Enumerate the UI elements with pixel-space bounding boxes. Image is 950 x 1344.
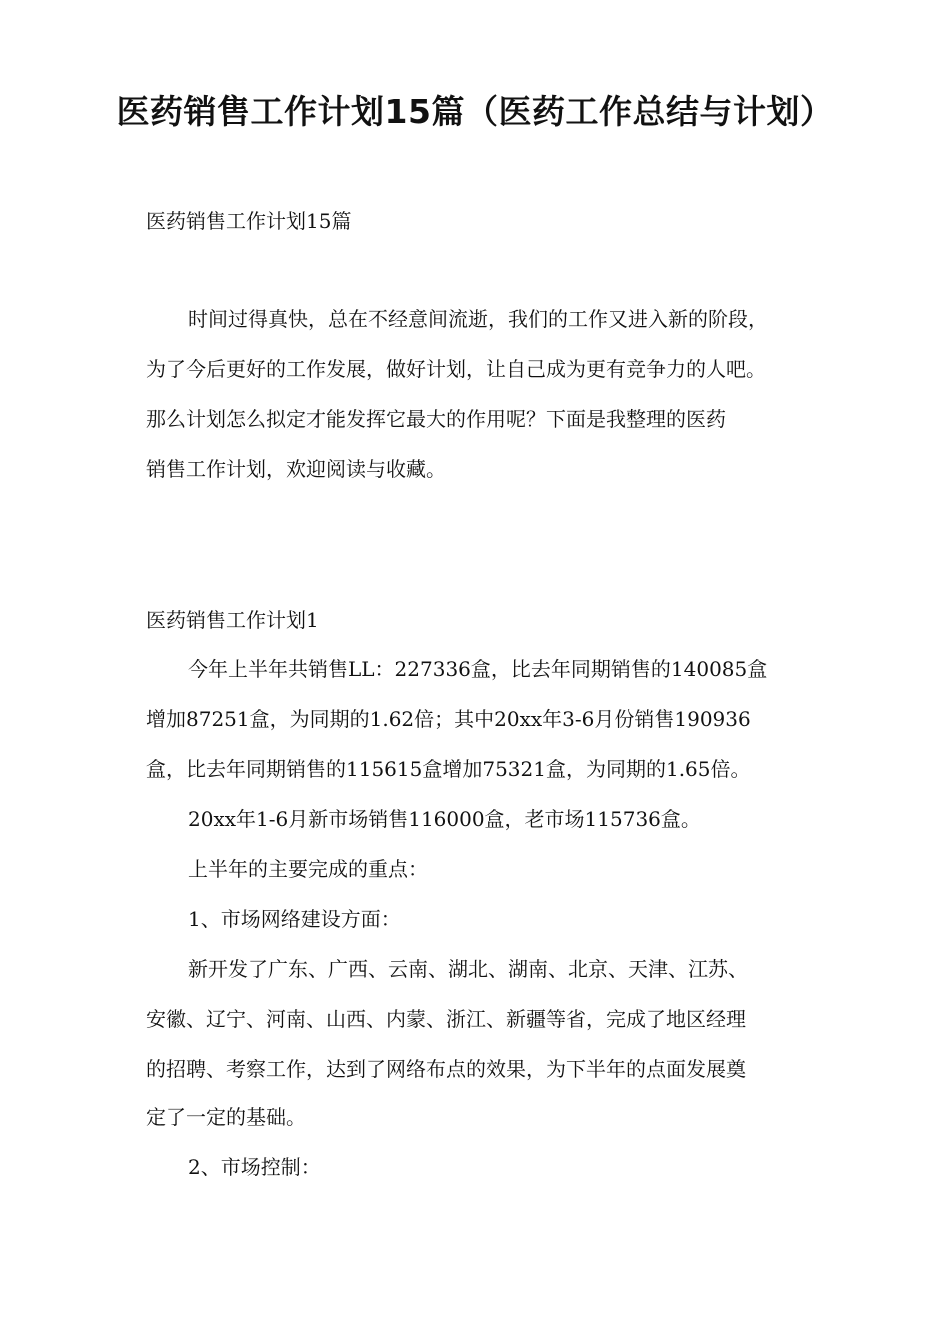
intro-line: 销售工作计划，欢迎阅读与收藏。 [146, 457, 446, 481]
sales-line: 盒，比去年同期销售的115615盒增加75321盒，为同期的1.65倍。 [146, 757, 751, 781]
section-heading: 医药销售工作计划1 [146, 608, 319, 632]
sales-line: 今年上半年共销售LL：227336盒，比去年同期销售的140085盒 [188, 657, 768, 681]
item1-line: 新开发了广东、广西、云南、湖北、湖南、北京、天津、江苏、 [188, 957, 748, 981]
market-paragraph: 20xx年1-6月新市场销售116000盒，老市场115736盒。 [188, 807, 701, 831]
focus-paragraph: 上半年的主要完成的重点： [188, 857, 428, 881]
item1-heading: 1、市场网络建设方面： [188, 907, 401, 931]
document-subtitle: 医药销售工作计划15篇 [146, 209, 352, 233]
intro-line: 那么计划怎么拟定才能发挥它最大的作用呢？下面是我整理的医药 [146, 407, 726, 431]
item2-heading: 2、市场控制： [188, 1155, 321, 1179]
document-title: 医药销售工作计划15篇（医药工作总结与计划） [116, 92, 834, 131]
intro-line: 为了今后更好的工作发展，做好计划，让自己成为更有竞争力的人吧。 [146, 357, 766, 381]
sales-line: 增加87251盒，为同期的1.62倍；其中20xx年3-6月份销售190936 [146, 707, 751, 731]
item1-line: 安徽、辽宁、河南、山西、内蒙、浙江、新疆等省，完成了地区经理 [146, 1007, 746, 1031]
item1-line: 定了一定的基础。 [146, 1105, 306, 1129]
item1-line: 的招聘、考察工作，达到了网络布点的效果，为下半年的点面发展奠 [146, 1057, 746, 1081]
intro-line: 时间过得真快，总在不经意间流逝，我们的工作又进入新的阶段， [188, 307, 768, 331]
